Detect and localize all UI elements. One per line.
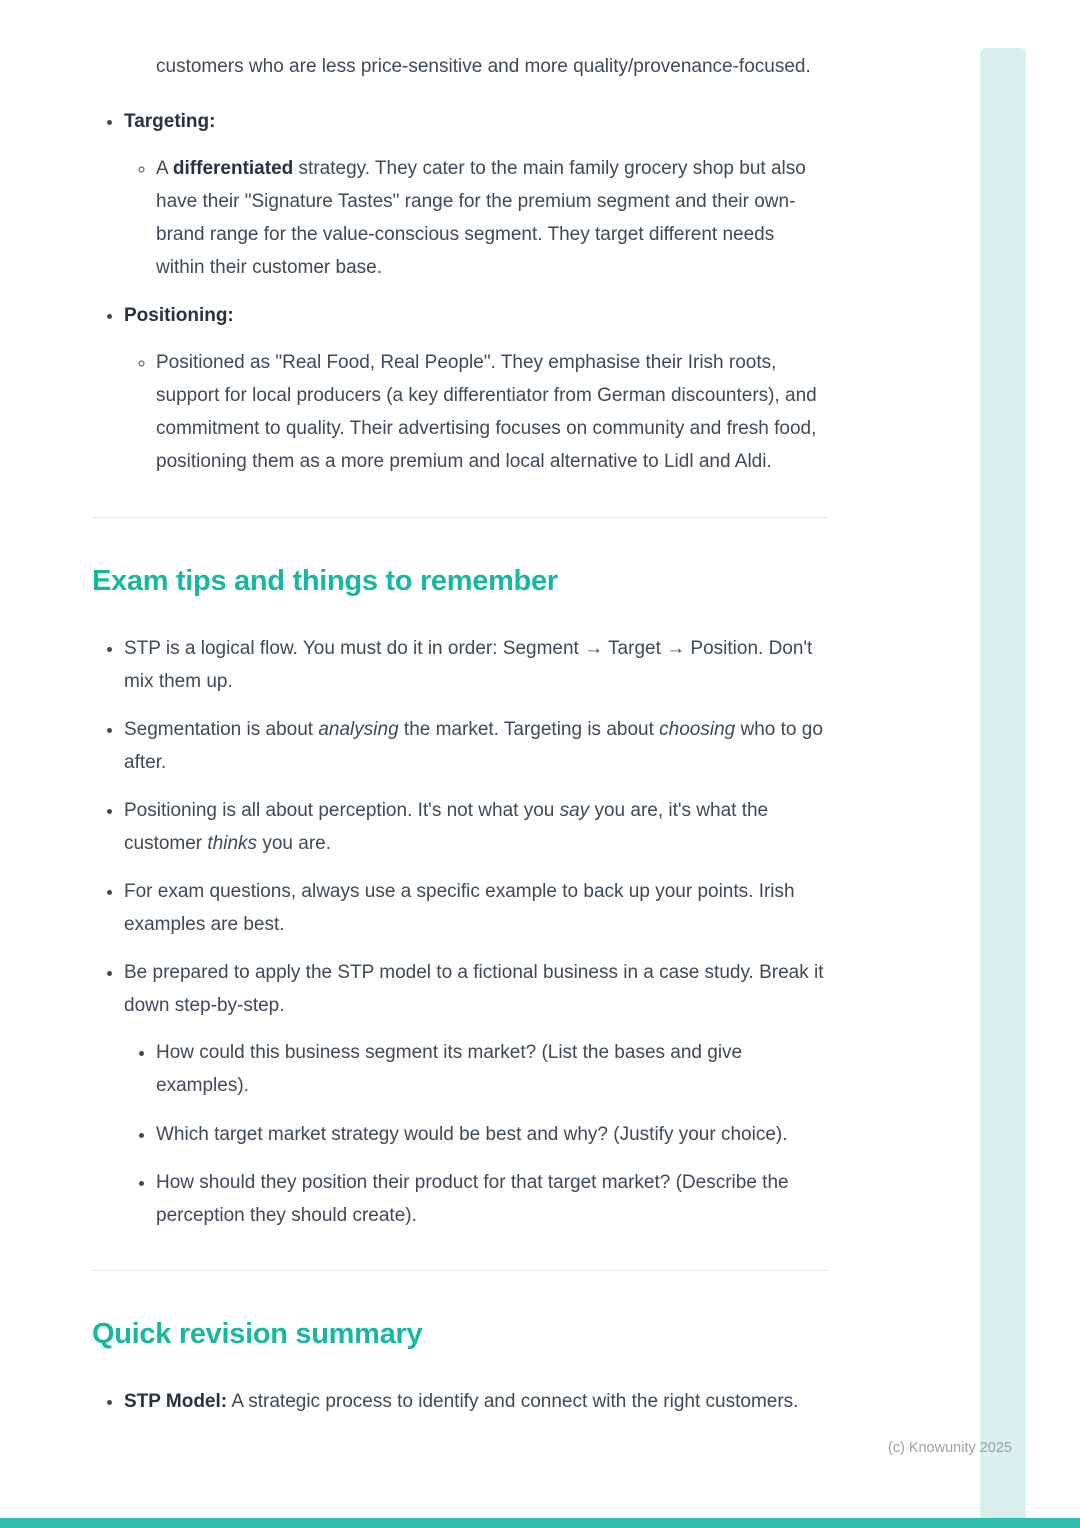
targeting-text-pre: A — [156, 158, 173, 180]
section-heading-quick-revision: Quick revision summary — [92, 1317, 423, 1350]
positioning-text: Positioned as "Real Food, Real People". They emphasise their Irish roots, support for local producers (a key differentiator from German discounters), and commitment to quality. Their advertising focuses on community and fresh food, positioning them as a more premium and local alternative to Lidl and Aldi. — [156, 352, 817, 473]
targeting-text-bold: differentiated — [172, 158, 294, 180]
exam-tip-item — [124, 794, 828, 860]
tip5-sub2-text: Which target market strategy would be best and why? (Justify your choice). — [156, 1123, 788, 1145]
targeting-sublist — [124, 152, 828, 284]
positioning-label: Positioning: — [124, 305, 234, 327]
exam-tip-item — [124, 713, 828, 779]
positioning-detail — [156, 346, 828, 478]
side-strip-decoration — [980, 48, 1026, 1518]
bottom-accent-bar — [0, 1518, 1080, 1528]
tip4-text: For exam questions, always use a specific example to back up your points. Irish examples are best. — [124, 881, 795, 936]
copyright-text: (c) Knowunity 2025 — [887, 1440, 1012, 1456]
summary-item-bold: STP Model: — [124, 1391, 228, 1413]
tip2-text-mid: the market. Targeting is about — [398, 719, 660, 741]
case-study-question — [156, 1118, 828, 1151]
tip3-text-pre: Positioning is all about perception. It's not what you — [124, 800, 560, 822]
tip2-text-pre: Segmentation is about — [124, 719, 319, 741]
targeting-detail — [156, 152, 828, 284]
positioning-sublist — [124, 346, 828, 478]
tip5-text: Be prepared to apply the STP model to a fictional business in a case study. Break it down step-by-step. — [124, 962, 824, 1017]
tip2-italic-2: choosing — [659, 719, 736, 741]
list-item-targeting — [124, 105, 828, 284]
targeting-label: Targeting: — [124, 111, 216, 133]
exam-tip-item — [124, 632, 828, 698]
tip3-italic-1: say — [559, 800, 590, 822]
tip2-italic-1: analysing — [318, 719, 399, 741]
tip5-sub1-text: How could this business segment its market? (List the bases and give examples). — [156, 1042, 743, 1097]
section-divider-1 — [92, 517, 828, 518]
tip3-italic-2: thinks — [207, 833, 258, 855]
stp-list — [92, 105, 828, 478]
section-heading-exam-tips: Exam tips and things to remember — [92, 564, 558, 597]
section-divider-2 — [92, 1270, 828, 1271]
summary-item — [124, 1385, 828, 1418]
exam-tip-item — [124, 875, 828, 941]
case-study-question — [156, 1166, 828, 1232]
list-item-positioning — [124, 299, 828, 478]
tip1-text: STP is a logical flow. You must do it in order: Segment → Target → Position. Don't mix them up. — [124, 637, 813, 693]
paragraph-continuation: customers who are less price-sensitive and more quality/provenance-focused. — [156, 56, 811, 77]
tip5-sub3-text: How should they position their product for that target market? (Describe the perception they should create). — [156, 1171, 789, 1226]
case-study-question-list — [124, 1036, 828, 1231]
tip3-text-mid: you are, it's what the customer — [124, 800, 769, 855]
tip2-text-post: who to go after. — [124, 719, 823, 774]
case-study-question — [156, 1036, 828, 1102]
document-content — [92, 50, 828, 1418]
exam-tip-item — [124, 956, 828, 1231]
targeting-text-post: strategy. They cater to the main family grocery shop but also have their "Signature Tastes" range for the premium segment and their own-brand range for the value-conscious segment. They target different needs within their customer base. — [156, 158, 806, 279]
tip3-text-post: you are. — [257, 833, 331, 855]
summary-item-text: A strategic process to identify and connect with the right customers. — [227, 1391, 799, 1413]
summary-list — [92, 1385, 828, 1418]
exam-tips-list — [92, 632, 828, 1232]
